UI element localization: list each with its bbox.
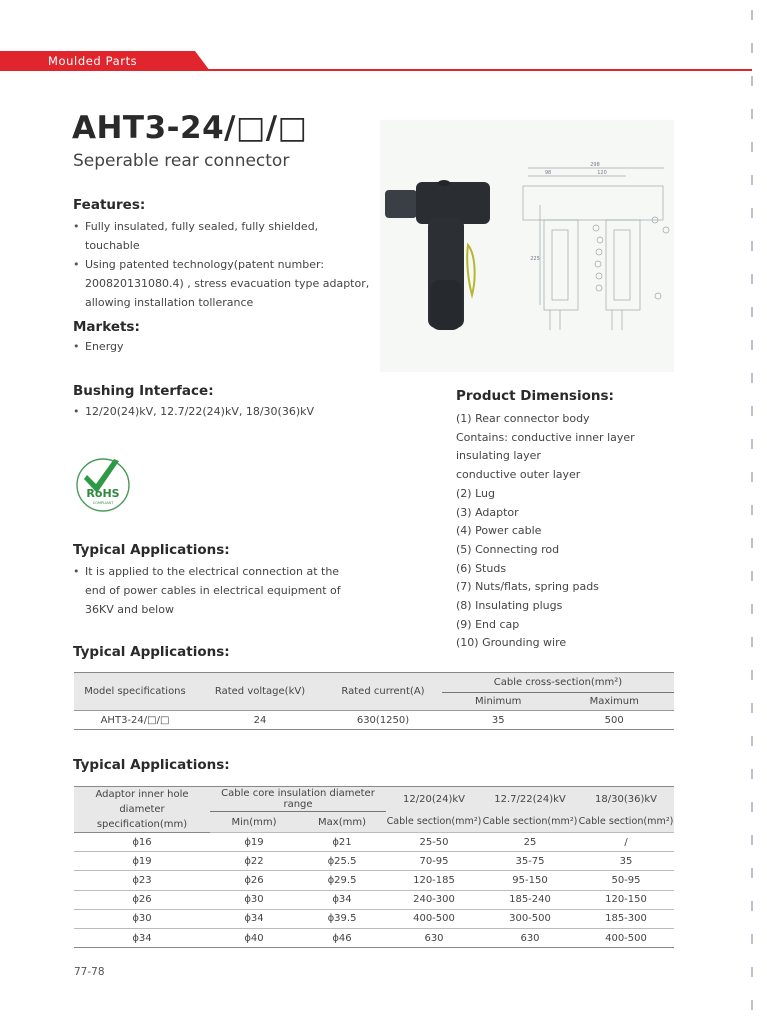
th-v2: 12.7/22(24)kV [482,787,578,812]
product-subtitle: Seperable rear connector [73,151,290,171]
technical-drawing [523,168,669,330]
dimension-item: (1) Rear connector body [456,412,590,425]
dimension-item: (8) Insulating plugs [456,599,563,613]
th-max: Maximum [554,693,674,711]
rohs-text: RoHS [86,487,120,500]
cell: 25-50 [386,833,482,852]
dim-total-label: 298 [590,162,600,168]
dimension-item: (10) Grounding wire [456,636,567,650]
cell: ϕ34 [298,890,386,909]
dimension-item: (2) Lug [456,486,495,500]
cell: 35-75 [482,852,578,871]
cell: 70-95 [386,852,482,871]
cell: ϕ30 [210,890,298,909]
th-v1: 12/20(24)kV [386,787,482,812]
cell: ϕ46 [298,928,386,947]
cell: ϕ40 [210,928,298,947]
bushing-heading: Bushing Interface: [73,383,214,399]
cell: ϕ34 [210,909,298,928]
rohs-check-icon [74,453,134,513]
cell: / [578,833,674,852]
cell-model: AHT3-24/□/□ [100,714,170,726]
product-title: AHT3-24/□/□ [72,110,308,146]
table2-heading: Typical Applications: [73,757,230,773]
cell: 50-95 [578,871,674,890]
specs-table [74,672,674,730]
adaptor-table [74,786,674,948]
dimension-item: Contains: conductive inner layer [456,430,635,444]
dimension-item: (5) Connecting rod [456,542,560,556]
rohs-subtext: COMPLIANT [92,501,114,505]
th-max: Max(mm) [298,812,386,833]
cell: ϕ25.5 [298,852,386,871]
cell: 300-500 [482,909,578,928]
cell-max: 500 [604,714,624,726]
applications-list [73,562,363,619]
cell-current: 630(1250) [356,714,410,726]
features-list [73,217,373,312]
cell: ϕ26 [74,890,210,909]
th-v3: 18/30(36)kV [578,787,674,812]
application-item: • It is applied to the electrical connection at the end of power cables in electrical equipment of 36KV and below [73,562,363,619]
cell: ϕ30 [74,909,210,928]
markets-list [73,337,373,356]
th-min: Min(mm) [210,812,298,833]
product-illustration [380,120,674,372]
cell: ϕ39.5 [298,909,386,928]
table1-heading: Typical Applications: [73,644,230,660]
cell: 630 [386,928,482,947]
cell: ϕ19 [210,833,298,852]
dimensions-section [456,388,686,653]
cell: ϕ16 [74,833,210,852]
product-image [380,120,674,372]
dimension-item: (6) Studs [456,561,507,575]
th-min: Minimum [442,693,554,711]
market-item: • Energy [73,337,373,356]
applications-section [73,542,363,619]
cell: 400-500 [578,928,674,947]
cell-min: 35 [491,714,505,726]
cell: ϕ23 [74,871,210,890]
cell: ϕ26 [210,871,298,890]
cell: ϕ22 [210,852,298,871]
cell: 95-150 [482,871,578,890]
cell: 35 [578,852,674,871]
table-row [74,928,674,947]
dim-height-label: 225 [530,256,540,262]
table-row [74,833,674,852]
cell: ϕ19 [74,852,210,871]
table-row [74,852,674,871]
markets-section [73,319,373,356]
dim-left-label: 98 [544,170,552,176]
dimension-item: (9) End cap [456,617,520,631]
bushing-item: • 12/20(24)kV, 12.7/22(24)kV, 18/30(36)kV [73,402,373,421]
cell: ϕ29.5 [298,871,386,890]
markets-heading: Markets: [73,319,140,335]
cell: 120-185 [386,871,482,890]
table-row [74,890,674,909]
dimension-item: conductive outer layer [456,468,581,482]
table-row [74,871,674,890]
th-voltage: Rated voltage(kV) [196,673,324,711]
dim-right-label: 120 [597,170,607,176]
cell: 185-300 [578,909,674,928]
feature-item: • Using patented technology(patent number: 200820131080.4) , stress evacuation type adaptor, allowing installation tollerance [73,255,373,312]
applications-heading: Typical Applications: [73,542,230,558]
header-rule [0,69,752,71]
th-section-v1: Cable section(mm²) [386,812,482,833]
dimensions-heading: Product Dimensions: [456,388,614,404]
dimension-item: (4) Power cable [456,524,542,538]
cell: 240-300 [386,890,482,909]
th-range-group: Cable core insulation diameter range [210,787,386,812]
cell: 120-150 [578,890,674,909]
cell: 400-500 [386,909,482,928]
cell: 630 [482,928,578,947]
connector-photo [385,180,490,330]
th-section-v2: Cable section(mm²) [482,812,578,833]
table-row [74,909,674,928]
bushing-list [73,402,373,421]
section-label: Moulded Parts [48,54,138,68]
th-model: Model specifications [74,673,196,711]
dimension-item: insulating layer [456,449,541,463]
th-cable-group: Cable cross-section(mm²) [442,673,674,693]
cell: 185-240 [482,890,578,909]
th-current: Rated current(A) [324,673,442,711]
features-heading: Features: [73,197,146,213]
cell: 25 [482,833,578,852]
feature-item: • Fully insulated, fully sealed, fully shielded, touchable [73,217,373,255]
dimension-item: (7) Nuts/flats, spring pads [456,580,599,594]
th-section-v3: Cable section(mm²) [578,812,674,833]
table-row [74,711,674,730]
page-number: 77-78 [74,966,105,978]
cell: ϕ34 [74,928,210,947]
cell-voltage: 24 [253,714,267,726]
rohs-logo [74,453,134,513]
features-section [73,197,373,312]
bushing-section [73,383,373,421]
th-adaptor: Adaptor inner hole diameter specification(mm) [74,787,210,833]
margin-dashed-line [751,0,753,1024]
cell: ϕ21 [298,833,386,852]
dimension-item: (3) Adaptor [456,505,519,519]
